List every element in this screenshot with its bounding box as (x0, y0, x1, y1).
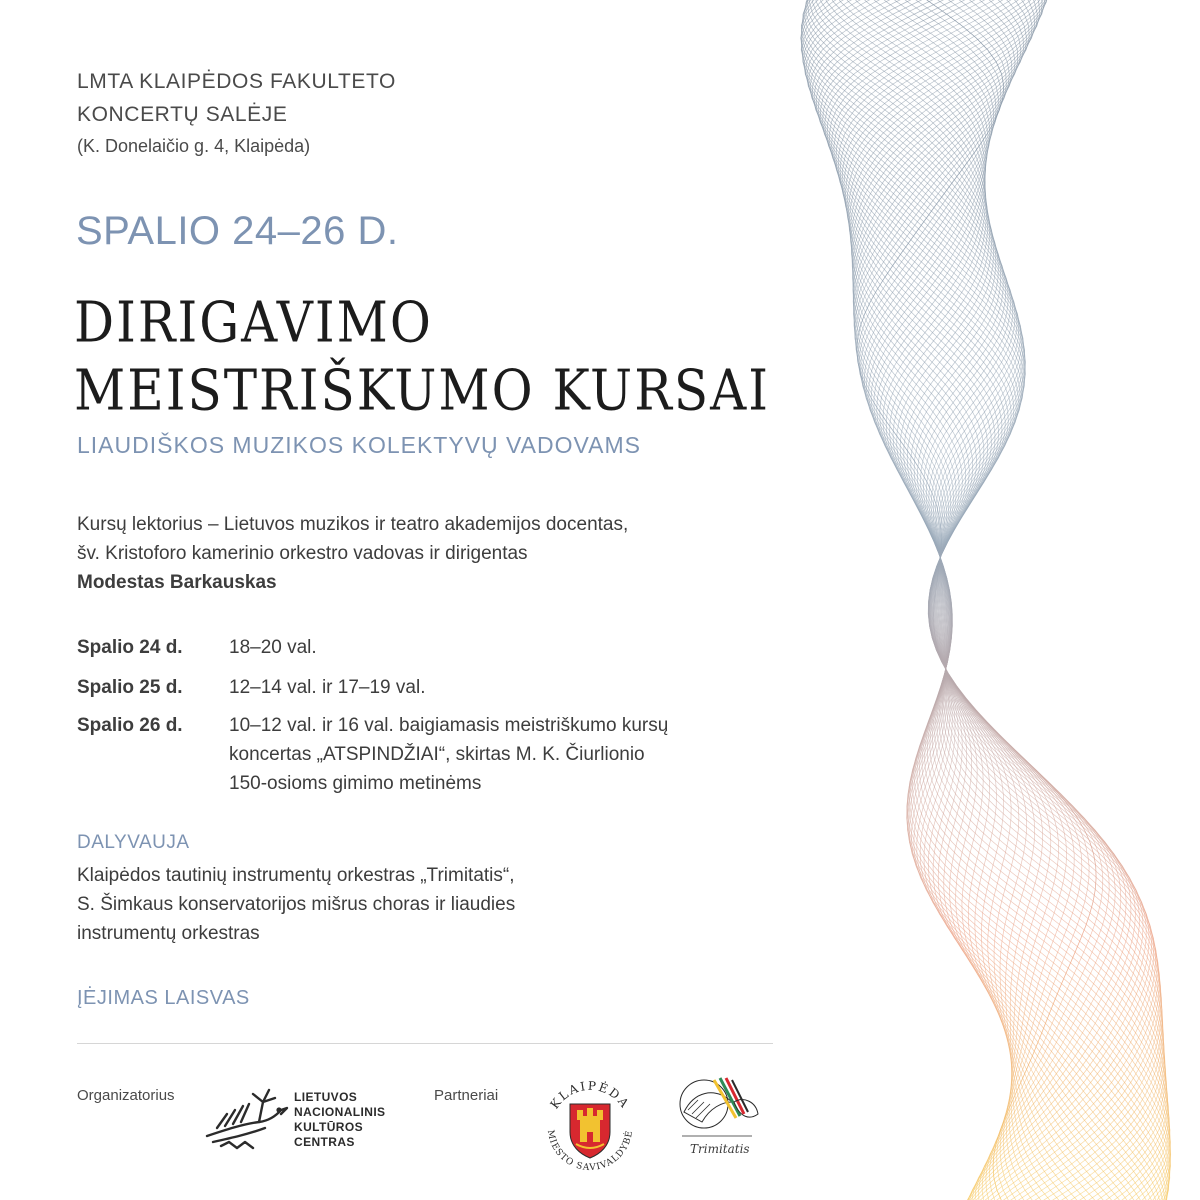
klaipeda-coat-of-arms-icon (570, 1104, 610, 1158)
schedule-time-3-line-3: 150-osioms gimimo metinėms (229, 773, 482, 794)
free-entry-note: ĮĖJIMAS LAISVAS (77, 987, 250, 1009)
trimitatis-logo (674, 1072, 762, 1164)
wave-line (862, 0, 1120, 1200)
wave-line (803, 0, 1161, 1200)
wave-line (814, 0, 1170, 1200)
footer-divider (77, 1043, 773, 1044)
organizer-logo (203, 1084, 386, 1164)
schedule-day-3: Spalio 26 d. (77, 715, 183, 736)
organizer-label: Organizatorius (77, 1087, 175, 1104)
wave-line (850, 0, 1128, 1200)
wave-line (853, 0, 1097, 1200)
schedule-day-1: Spalio 24 d. (77, 637, 183, 658)
title-line-2: MEISTRIŠKUMO KURSAI (74, 358, 770, 423)
wave-line (854, 0, 1131, 1200)
wave-line (807, 0, 1158, 1200)
lecturer-name: Modestas Barkauskas (77, 572, 277, 593)
organizer-logo-line-2: NACIONALINIS (294, 1105, 386, 1119)
wave-line (801, 0, 1164, 1200)
lecturer-line-2: šv. Kristoforo kamerinio orkestro vadovas ir dirigentas (77, 543, 528, 564)
seal-bottom-text: MIESTO SAVIVALDYBĖ (544, 1129, 636, 1174)
wave-line (826, 0, 1146, 1200)
subtitle: LIAUDIŠKOS MUZIKOS KOLEKTYVŲ VADOVAMS (77, 432, 641, 458)
title-line-1: DIRIGAVIMO (74, 290, 433, 355)
participants-line-3: instrumentų orkestras (77, 923, 260, 944)
wave-line (852, 0, 1105, 1200)
trimitatis-bird-logo-icon (674, 1072, 762, 1142)
wave-line (847, 0, 1147, 1200)
wave-line (853, 0, 1088, 1200)
wave-line (863, 0, 1126, 1200)
organizer-logo-line-3: KULTŪROS (294, 1120, 363, 1134)
city-seal (536, 1072, 644, 1180)
participants-heading: DALYVAUJA (77, 832, 190, 853)
wave-line (854, 0, 1067, 1200)
wave-line (813, 0, 1170, 1200)
trimitatis-wordmark: Trimitatis (690, 1142, 750, 1156)
wave-line (816, 0, 1170, 1200)
wave-line (805, 0, 1167, 1200)
event-dates: SPALIO 24–26 D. (76, 209, 399, 253)
wave-line (853, 0, 1079, 1200)
wave-line (801, 0, 1164, 1200)
wave-line (801, 0, 1162, 1200)
organizer-logo-line-4: CENTRAS (294, 1135, 355, 1149)
lecturer-line-1: Kursų lektorius – Lietuvos muzikos ir teatro akademijos docentas, (77, 514, 629, 535)
schedule-time-3-line-1: 10–12 val. ir 16 val. baigiamasis meistriškumo kursų (229, 715, 669, 736)
wave-line (810, 0, 1169, 1200)
schedule-time-2: 12–14 val. ir 17–19 val. (229, 677, 426, 698)
schedule-day-2: Spalio 25 d. (77, 677, 183, 698)
wave-line (858, 0, 1103, 1200)
venue-hall: KONCERTŲ SALĖJE (77, 103, 288, 126)
schedule-time-3-line-2: koncertas „ATSPINDŽIAI“, skirtas M. K. Čiurlionio (229, 744, 645, 765)
wave-line (814, 0, 1154, 1200)
venue-address: (K. Donelaičio g. 4, Klaipėda) (77, 136, 311, 156)
partners-label: Partneriai (434, 1087, 499, 1104)
bird-logo-icon (203, 1084, 289, 1154)
wave-line (854, 0, 1052, 1200)
wave-line (839, 0, 1140, 1200)
wave-line (848, 0, 1141, 1200)
organizer-logo-line-1: LIETUVOS (294, 1090, 358, 1104)
wave-line (801, 0, 1164, 1200)
venue-name: LMTA KLAIPĖDOS FAKULTETO (77, 70, 396, 93)
wave-line (853, 0, 1069, 1200)
wave-line (825, 0, 1171, 1200)
wave-line (807, 0, 1168, 1200)
schedule-time-1: 18–20 val. (229, 637, 317, 658)
participants-line-1: Klaipėdos tautinių instrumentų orkestras „Trimitatis“, (77, 865, 515, 886)
seal-top-text: KLAIPĖDA (547, 1078, 633, 1112)
participants-line-2: S. Šimkaus konservatorijos mišrus choras ir liaudies (77, 894, 516, 915)
